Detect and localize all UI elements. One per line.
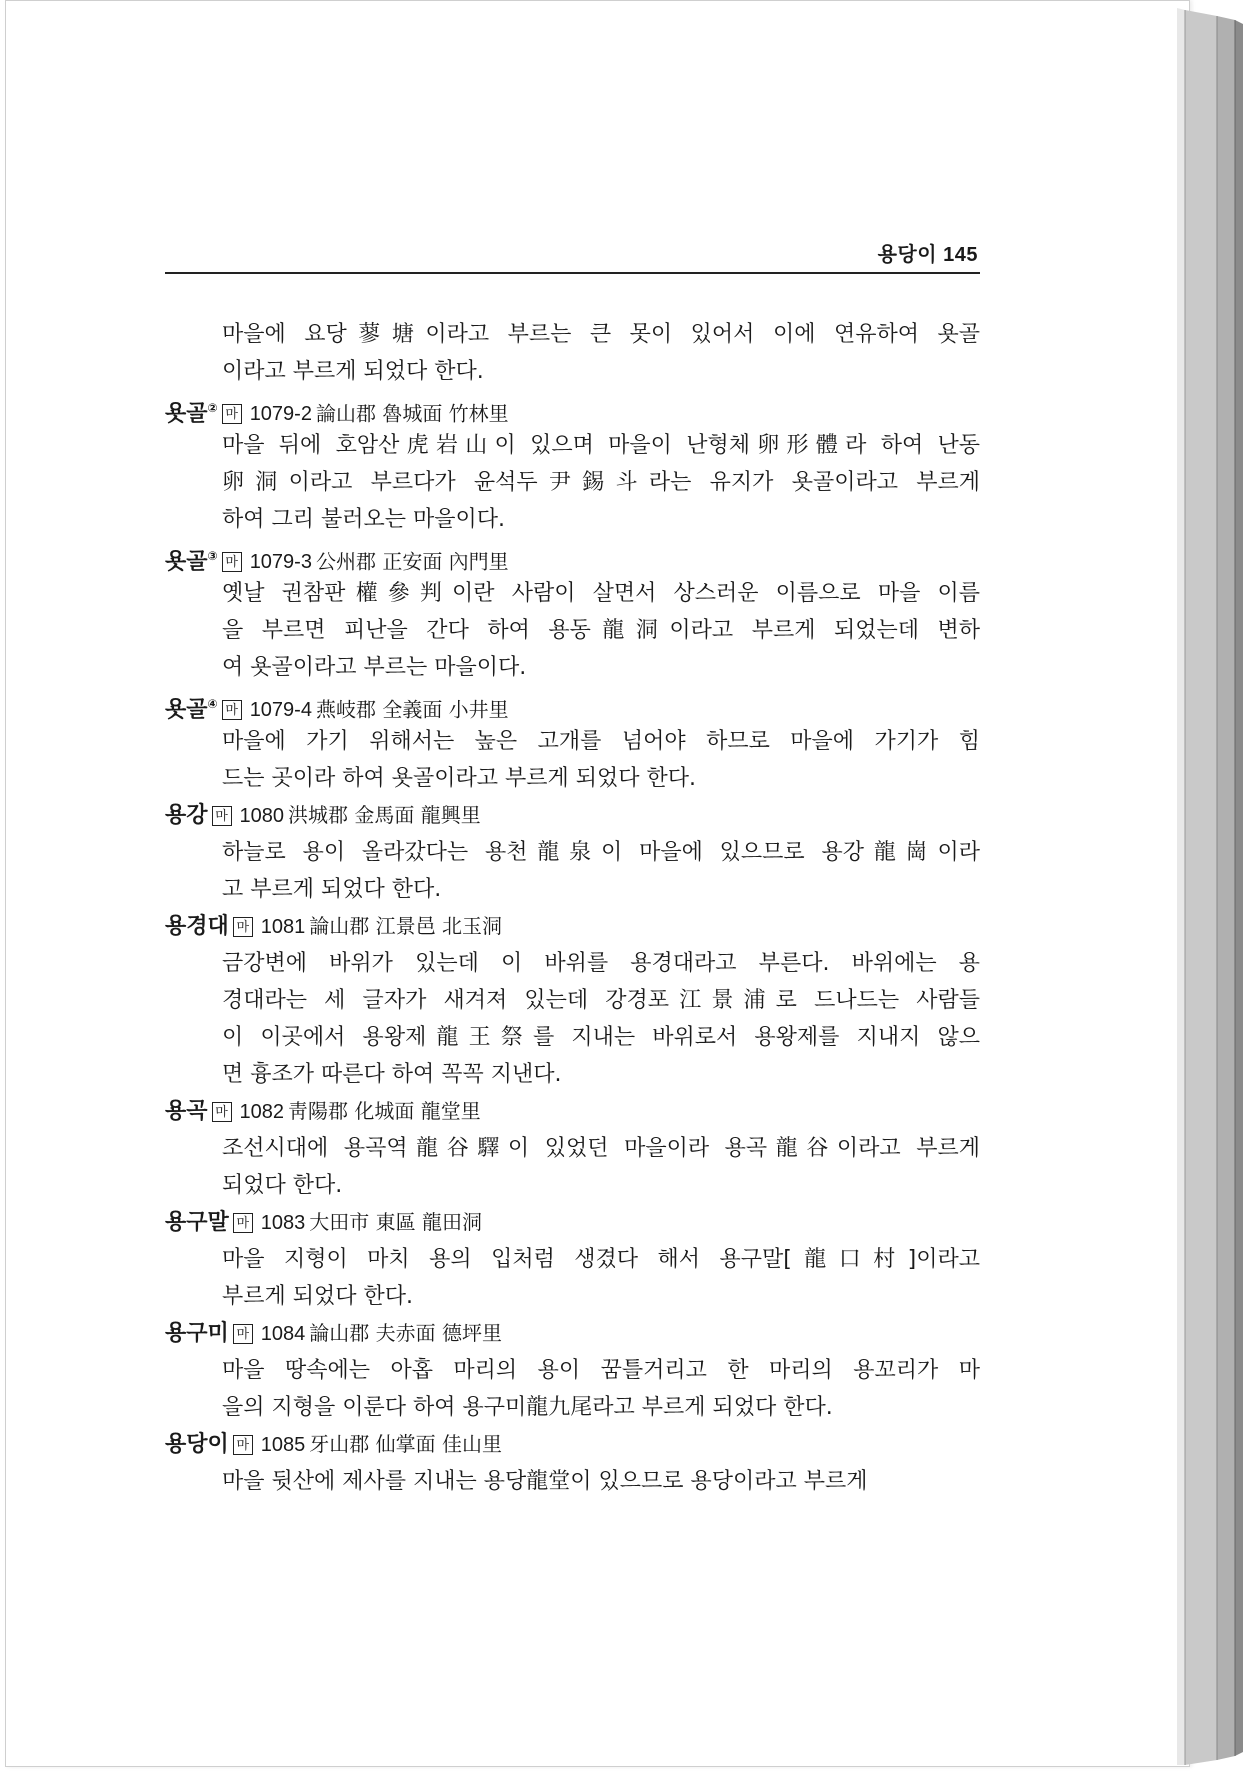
entry-headword: 용경대 [165, 914, 229, 939]
entry-headword: 욧골 [165, 401, 208, 427]
dictionary-entry [165, 1093, 980, 1204]
entry-code: 1084 [260, 1323, 306, 1345]
entry-headword: 욧골 [165, 549, 208, 575]
entry-heading [165, 538, 980, 575]
entry-heading [165, 1315, 980, 1352]
entry-location: 燕岐郡 全義面 小井里 [315, 697, 509, 722]
entry-code: 1081 [260, 916, 306, 938]
village-mark-icon: 마 [233, 1324, 253, 1344]
dictionary-entry [165, 538, 980, 686]
village-mark-icon: 마 [233, 917, 253, 937]
running-title: 용당이 145 [877, 244, 978, 266]
dictionary-entry [165, 1315, 980, 1426]
entry-heading [165, 1093, 980, 1130]
entry-body-line: 이 이곳에서 용왕제龍王祭를 지내는 바위로서 용왕제를 지내지 않으 [222, 1025, 980, 1050]
entry-headword: 용당이 [165, 1432, 229, 1457]
entry-body-line: 여 욧골이라고 부르는 마을이다. [222, 655, 527, 680]
dictionary-entry [165, 686, 980, 797]
entry-body-line: 옛날 권참판權參判이란 사람이 살면서 상스러운 이름으로 마을 이름 [222, 581, 980, 606]
entry-code: 1079-2 [249, 403, 312, 426]
entry-body-line: 고 부르게 되었다 한다. [222, 877, 442, 902]
entry-heading [165, 1204, 980, 1241]
dictionary-content [165, 316, 980, 1500]
entry-location: 洪城郡 金馬面 龍興里 [288, 803, 481, 827]
entry-variant-number: ④ [207, 697, 218, 711]
entry-location: 論山郡 江景邑 北玉洞 [309, 914, 502, 938]
village-mark-icon: 마 [222, 552, 242, 572]
entry-heading [165, 1426, 980, 1463]
entry-heading [165, 797, 980, 834]
entry-headword: 용강 [165, 803, 208, 828]
village-mark-icon: 마 [233, 1435, 253, 1455]
entry-body-line: 면 흉조가 따른다 하여 꼭꼭 지낸다. [222, 1062, 562, 1087]
entry-location: 公州郡 正安面 內門里 [315, 549, 509, 574]
entry-headword: 용곡 [165, 1099, 208, 1124]
entry-location: 大田市 東區 龍田洞 [309, 1210, 482, 1234]
village-mark-icon: 마 [233, 1213, 253, 1233]
entry-body-line: 되었다 한다. [222, 1173, 343, 1198]
entry-heading [165, 686, 980, 723]
entry-body-line: 마을 뒤에 호암산虎岩山이 있으며 마을이 난형체卵形體라 하여 난동 [222, 433, 980, 458]
dictionary-entry [165, 1204, 980, 1315]
village-mark-icon: 마 [212, 806, 232, 826]
village-mark-icon: 마 [212, 1102, 232, 1122]
entry-body-line: 하늘로 용이 올라갔다는 용천龍泉이 마을에 있으므로 용강龍崗이라 [222, 840, 980, 865]
dictionary-entry [165, 797, 980, 908]
village-mark-icon: 마 [222, 404, 242, 424]
village-mark-icon: 마 [222, 700, 242, 720]
entry-body-line: 을 부르면 피난을 간다 하여 용동龍洞이라고 부르게 되었는데 변하 [222, 618, 980, 643]
entry-heading [165, 908, 980, 945]
entry-body-line: 이라고 부르게 되었다 한다. [222, 359, 484, 384]
entry-body-line: 마을 땅속에는 아홉 마리의 용이 꿈틀거리고 한 마리의 용꼬리가 마 [222, 1358, 980, 1383]
entry-body-line: 금강변에 바위가 있는데 이 바위를 용경대라고 부른다. 바위에는 용 [222, 951, 980, 976]
dictionary-entry [165, 908, 980, 1093]
entry-body-line: 하여 그리 불러오는 마을이다. [222, 507, 505, 532]
entry-code: 1079-4 [249, 699, 312, 722]
dictionary-entry [165, 390, 980, 538]
entry-code: 1085 [260, 1434, 306, 1456]
entry-body-line: 卵洞이라고 부르다가 윤석두尹錫斗라는 유지가 욧골이라고 부르게 [222, 470, 980, 495]
entry-body-line: 부르게 되었다 한다. [222, 1284, 413, 1309]
entry-location: 牙山郡 仙掌面 佳山里 [309, 1432, 502, 1456]
entry-body-line: 을의 지형을 이룬다 하여 용구미龍九尾라고 부르게 되었다 한다. [222, 1395, 833, 1420]
running-header [165, 234, 980, 274]
entry-headword: 용구미 [165, 1321, 229, 1346]
entry-location: 論山郡 夫赤面 德坪里 [309, 1321, 502, 1345]
entry-variant-number: ③ [207, 549, 218, 563]
entry-body-line: 드는 곳이라 하여 욧골이라고 부르게 되었다 한다. [222, 766, 696, 791]
entry-code: 1082 [239, 1101, 285, 1123]
entry-body-line: 마을 뒷산에 제사를 지내는 용당龍堂이 있으므로 용당이라고 부르게 [222, 1469, 868, 1494]
entry-location: 論山郡 魯城面 竹林里 [315, 401, 509, 426]
entry-code: 1080 [239, 805, 285, 827]
entry-headword: 용구말 [165, 1210, 229, 1235]
entry-variant-number: ② [207, 401, 218, 415]
entry-headword: 욧골 [165, 697, 208, 723]
entry-body-line: 조선시대에 용곡역龍谷驛이 있었던 마을이라 용곡龍谷이라고 부르게 [222, 1136, 980, 1161]
entry-heading [165, 390, 980, 427]
dictionary-entry [165, 1426, 980, 1500]
entry-body-line: 마을에 가기 위해서는 높은 고개를 넘어야 하므로 마을에 가기가 힘 [222, 729, 980, 754]
entry-code: 1083 [260, 1212, 306, 1234]
entry-code: 1079-3 [249, 551, 312, 574]
entry-body-line: 마을에 요당蓼塘이라고 부르는 큰 못이 있어서 이에 연유하여 욧골 [222, 322, 980, 347]
continued-paragraph [165, 316, 980, 390]
book-page-edges [1177, 8, 1245, 1765]
entry-location: 靑陽郡 化城面 龍堂里 [288, 1099, 481, 1123]
entry-body-line: 경대라는 세 글자가 새겨져 있는데 강경포江景浦로 드나드는 사람들 [222, 988, 980, 1013]
entry-body-line: 마을 지형이 마치 용의 입처럼 생겼다 해서 용구말[龍口村]이라고 [222, 1247, 980, 1272]
